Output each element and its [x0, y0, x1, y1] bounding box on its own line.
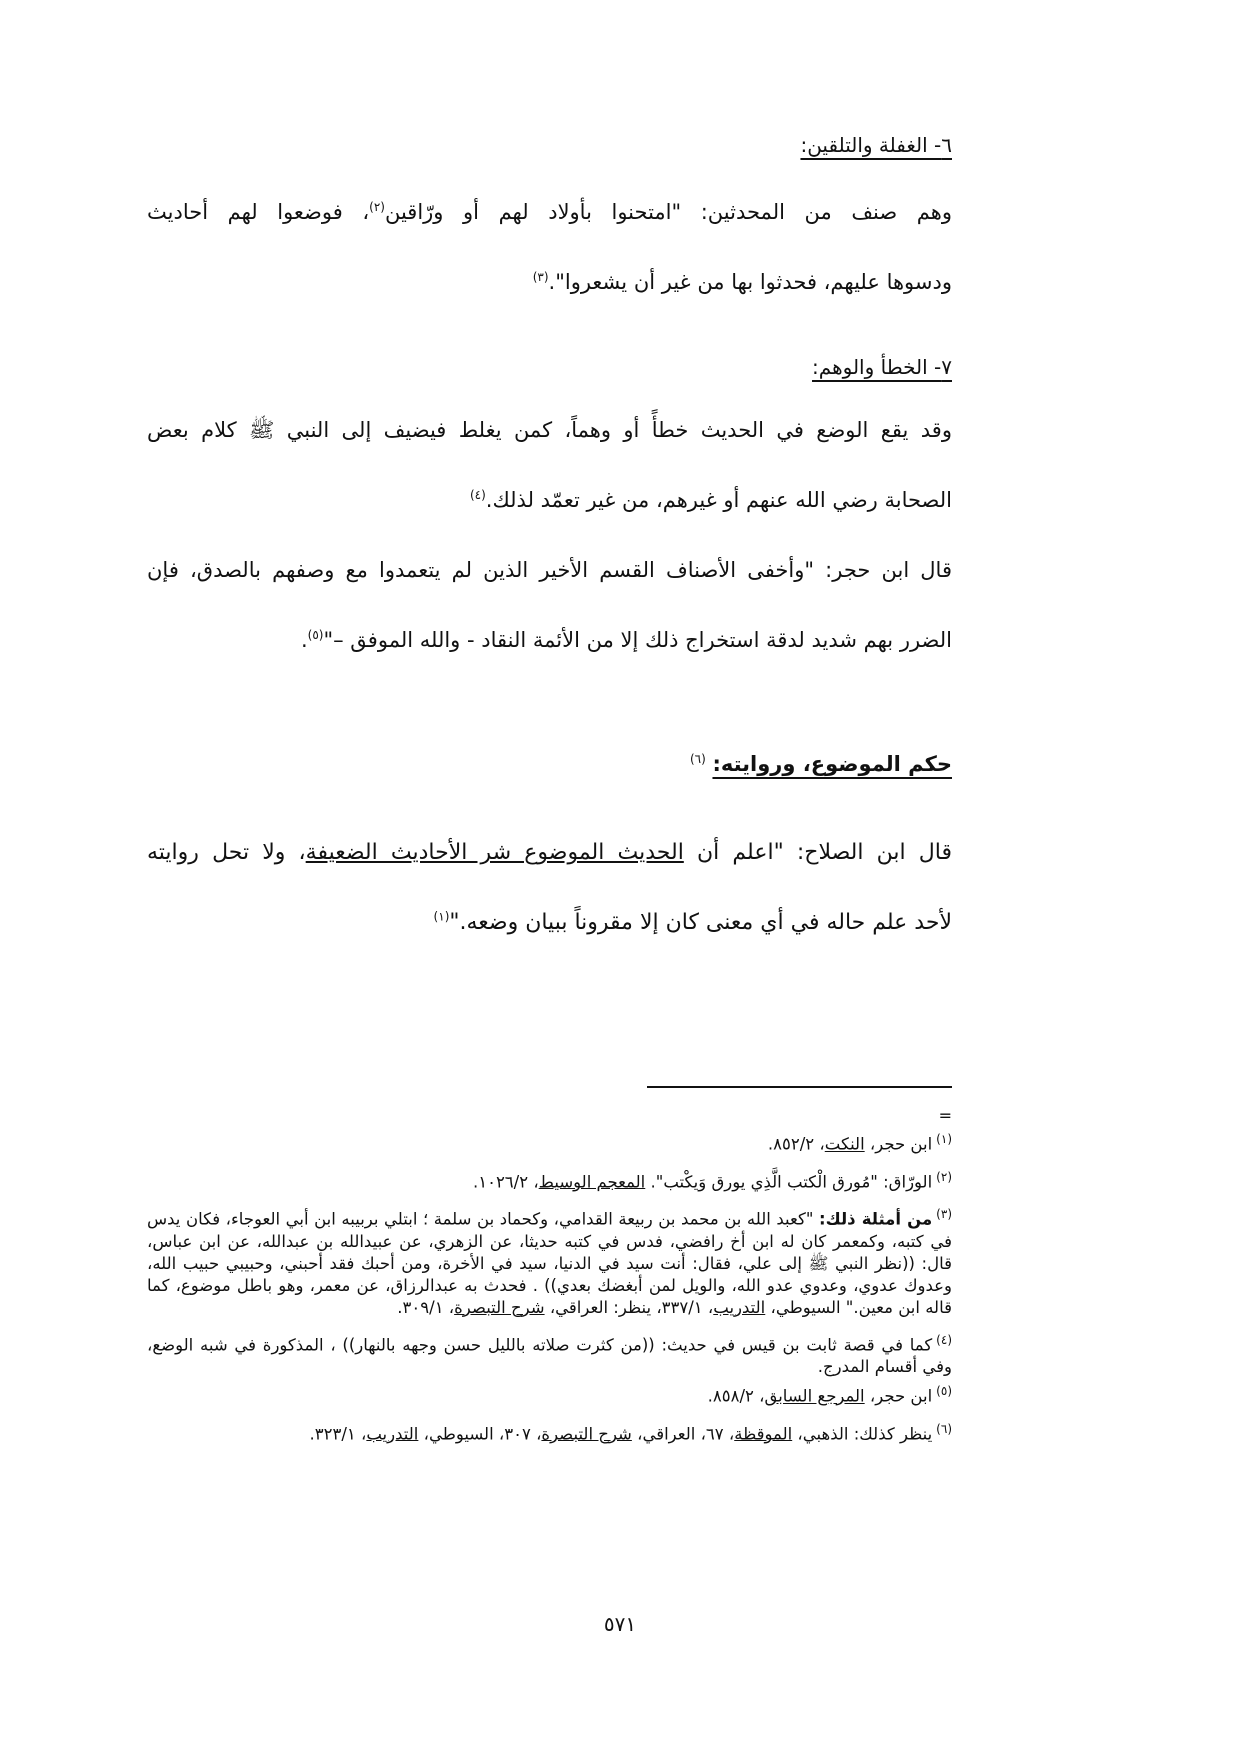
footnote-4: $^{(٤)}$كما في قصة ثابت بن قيس في حديث: ((من كثرت صلاته بالليل حسن وجهه بالنهار)) ، المذكورة في شبه الوضع، وفي أقسام المدرج.	[147, 1332, 952, 1376]
footnote-ref: (٢)	[369, 200, 385, 214]
footnote-2: $^{(٢)}$الورّاق: "مُورق الْكتب الَّذِي يورق وَيكْتب". المعجم الوسيط، ١٠٢٦/٢.	[472, 1169, 952, 1191]
page-number: ٥٧١	[603, 1612, 637, 1636]
footnote-5: $^{(٥)}$ابن حجر، المرجع السابق، ٨٥٨/٢.	[707, 1384, 952, 1406]
section-heading-heedlessness: ٦- الغفلة والتلقين:	[800, 133, 952, 157]
text-line: ودسوها عليهم، فحدثوا بها من غير أن يشعروا".$^{(٣)}$	[532, 270, 952, 294]
paragraph-heedlessness	[147, 177, 952, 317]
text-line: وهم صنف من المحدثين: "امتحنوا بأولاد لهم أو ورّاقين$^{(٢)}$، فوضعوا لهم أحاديث	[147, 200, 953, 224]
footnote-3: $^{(٣)}$من أمثلة ذلك: "كعبد الله بن محمد بن ربيعة القدامي، وكحماد بن سلمة ؛ ابتلي بربيبه ابن أبي العوجاء، فكان يدس في كتبه، وكمعمر كان له ابن أخ رافضي، فدس في كتبه حديثا، عن الزهري، عن عبيدالله بن عبدالله، عن ابن عباس، قال: ((نظر النبي ﷺ إلى علي، فقال: أنت سيد في الدنيا، سيد في الأخرة، ومن أحبك فقد أحبني، وحبيبي حبيب الله، وعدوك عدوي، وعدوي عدو الله، والويل لمن أبغضك بعدي)) . فحدث به عبدالرزاق، عن معمر، وهو باطل موضوع، كما قاله ابن معين." السيوطي، التدريب، ٣٣٧/١، ينظر: العراقي، شرح التبصرة، ٣٠٩/١.	[147, 1207, 952, 1317]
footnote-1: $^{(١)}$ابن حجر، النكت، ٨٥٢/٢.	[767, 1132, 952, 1154]
footnote-separator	[647, 1086, 952, 1088]
footnote-6: $^{(٦)}$ينظر كذلك: الذهبي، الموقظة، ٦٧، العراقي، شرح التبصرة، ٣٠٧، السيوطي، التدريب، ٣٢٣/١.	[309, 1421, 952, 1443]
paragraph-ibn-hajar-quote	[147, 535, 952, 675]
footnote-ref: (٤)	[469, 488, 486, 502]
footnote-ref: (٦)	[689, 752, 706, 766]
text-line: وقد يقع الوضع في الحديث خطأً أو وهماً، كمن يغلط فيضيف إلى النبي ﷺ كلام بعض	[147, 418, 952, 442]
text-line: لأحد علم حاله في أي معنى كان إلا مقروناً ببيان وضعه."$^{(١)}$	[433, 909, 952, 935]
footnote-continuation-mark: =	[938, 1106, 952, 1125]
text-line: الضرر بهم شديد لدقة استخراج ذلك إلا من الأئمة النقاد - والله الموفق –"$^{(٥)}$.	[300, 628, 952, 652]
underlined-term: الحديث الموضوع شر الأحاديث الضعيفة	[305, 840, 684, 865]
footnote-ref: (٣)	[532, 270, 549, 284]
footnote-ref: (١)	[433, 909, 450, 924]
section-heading-error: ٧- الخطأ والوهم:	[812, 355, 952, 379]
section-heading-ruling: حكم الموضوع، وروايته: $^{(٦)}$	[689, 752, 952, 776]
paragraph-error	[147, 395, 952, 535]
text-line: قال ابن الصلاح: "اعلم أن الحديث الموضوع شر الأحاديث الضعيفة، ولا تحل روايته	[147, 840, 952, 865]
text-line: قال ابن حجر: "وأخفى الأصناف القسم الأخير الذين لم يتعمدوا مع وصفهم بالصدق، فإن	[147, 558, 952, 582]
text-line: الصحابة رضي الله عنهم أو غيرهم، من غير تعمّد لذلك.$^{(٤)}$	[469, 488, 952, 512]
paragraph-ibn-salah-quote	[147, 818, 952, 958]
footnotes	[147, 1128, 952, 1455]
footnote-ref: (٥)	[307, 628, 324, 642]
